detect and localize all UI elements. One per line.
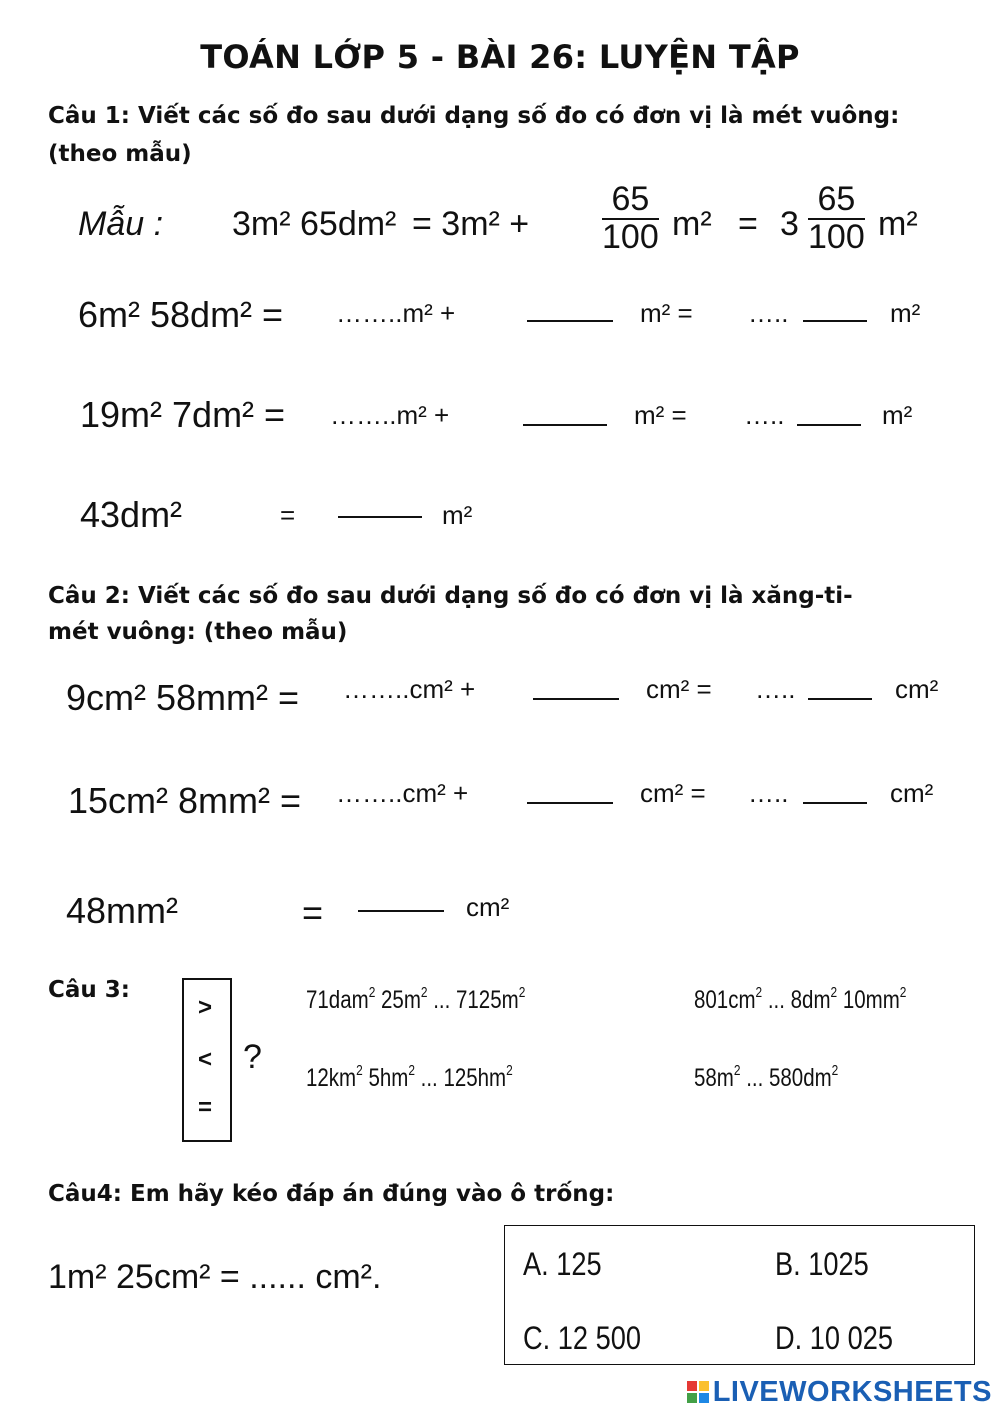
q1-row2-unit-end: m²: [882, 400, 913, 430]
q2-row1-unit-mid: cm² =: [646, 674, 712, 704]
sample-mid: = 3m² +: [412, 205, 530, 243]
q4-heading: Câu4: Em hãy kéo đáp án đúng vào ô trống:: [48, 1181, 615, 1207]
sample-fraction-2: [804, 182, 869, 255]
q2-row1-blank1[interactable]: [533, 698, 619, 700]
logo-text: LIVEWORKSHEETS: [712, 1376, 992, 1408]
sample-unit-2: m²: [878, 205, 918, 243]
q1-row2-dots2: …..: [744, 400, 785, 430]
q1-row1-dots2: …..: [748, 298, 789, 328]
q1-row3-lhs: 43dm²: [80, 494, 183, 535]
liveworksheets-logo: [687, 1376, 992, 1409]
operator-legend: [182, 978, 232, 1142]
q1-heading-line2: (theo mẫu): [48, 141, 192, 167]
q2-row3-lhs: 48mm²: [66, 890, 179, 931]
q1-row1-blank2[interactable]: [803, 320, 867, 322]
sample-eq: =: [738, 205, 758, 243]
q1-row2-blank1[interactable]: [523, 424, 607, 426]
q2-row3-eq: =: [302, 892, 324, 933]
q1-row1-blank1[interactable]: [527, 320, 613, 322]
question-mark: ?: [243, 1038, 262, 1076]
logo-mark-icon: [687, 1381, 709, 1403]
q1-row2-lhs: 19m² 7dm² =: [80, 394, 286, 435]
sample-frac-num: 65: [602, 182, 659, 220]
option-c[interactable]: C. 12 500: [523, 1320, 641, 1356]
page-title: TOÁN LỚP 5 - BÀI 26: LUYỆN TẬP: [200, 38, 800, 76]
q2-row1-unit-end: cm²: [895, 674, 939, 704]
sample-frac2-num: 65: [808, 182, 865, 220]
q3-heading: Câu 3:: [48, 977, 130, 1003]
option-d[interactable]: D. 10 025: [775, 1320, 893, 1356]
q2-row1-dots2: …..: [755, 674, 796, 704]
option-a[interactable]: A. 125: [523, 1246, 602, 1282]
q2-row2-blank2[interactable]: [803, 802, 867, 804]
q1-row3-blank[interactable]: [338, 516, 422, 518]
q1-row1-unit-end: m²: [890, 298, 921, 328]
q2-row2-unit-mid: cm² =: [640, 778, 706, 808]
q1-row1-unit-mid: m² =: [640, 298, 693, 328]
op-less: <: [198, 1046, 213, 1073]
sample-unit: m²: [672, 205, 712, 243]
sample-label: Mẫu :: [78, 205, 164, 243]
answer-box: [504, 1225, 975, 1365]
q2-row2-unit-end: cm²: [890, 778, 934, 808]
q2-row1-dots: ……..cm² +: [343, 674, 476, 704]
sample-frac-den: 100: [602, 217, 659, 256]
q2-row2-blank1[interactable]: [527, 802, 613, 804]
q2-row2-lhs: 15cm² 8mm² =: [68, 780, 302, 821]
q2-row2-dots: ……..cm² +: [336, 778, 469, 808]
option-b[interactable]: B. 1025: [775, 1246, 869, 1282]
q2-row1-blank2[interactable]: [808, 698, 872, 700]
q1-row3-unit: m²: [442, 500, 473, 530]
q4-expression: 1m² 25cm² = ...... cm².: [48, 1258, 382, 1296]
q2-heading: Câu 2: Viết các số đo sau dưới dạng số đo có đơn vị là xăng-ti-: [48, 583, 853, 609]
q1-row1-lhs: 6m² 58dm² =: [78, 294, 284, 335]
q3-item-2: $801cm^2$ ... $8dm^2$ $10mm^2$: [694, 985, 907, 1014]
op-equal: =: [198, 1094, 213, 1121]
q3-item-4: $58m^2$ ... $580dm^2$: [694, 1063, 839, 1092]
q1-row2-unit-mid: m² =: [634, 400, 687, 430]
q1-row1-dots: ……..m² +: [336, 298, 456, 328]
q1-row2-blank2[interactable]: [797, 424, 861, 426]
q2-row3-unit: cm²: [466, 892, 510, 922]
q2-row3-blank[interactable]: [358, 910, 444, 912]
op-greater: >: [198, 994, 213, 1021]
sample-whole: 3: [780, 205, 799, 243]
sample-frac2-den: 100: [808, 217, 865, 256]
q1-row2-dots: ……..m² +: [330, 400, 450, 430]
sample-lhs: 3m² 65dm²: [232, 205, 397, 243]
q2-row1-lhs: 9cm² 58mm² =: [66, 677, 300, 718]
sample-fraction: [598, 182, 663, 255]
q2-heading-line2: mét vuông: (theo mẫu): [48, 619, 348, 645]
q1-row3-eq: =: [280, 500, 296, 530]
q3-item-1: 71dam$^2$ $25m^2$ ... $7125m^2$: [306, 985, 526, 1014]
q3-item-3: $12km^2$ $5hm^2$ ... $125hm^2$: [306, 1063, 513, 1092]
q1-heading: Câu 1: Viết các số đo sau dưới dạng số đo có đơn vị là mét vuông:: [48, 103, 900, 129]
q2-row2-dots2: …..: [748, 778, 789, 808]
